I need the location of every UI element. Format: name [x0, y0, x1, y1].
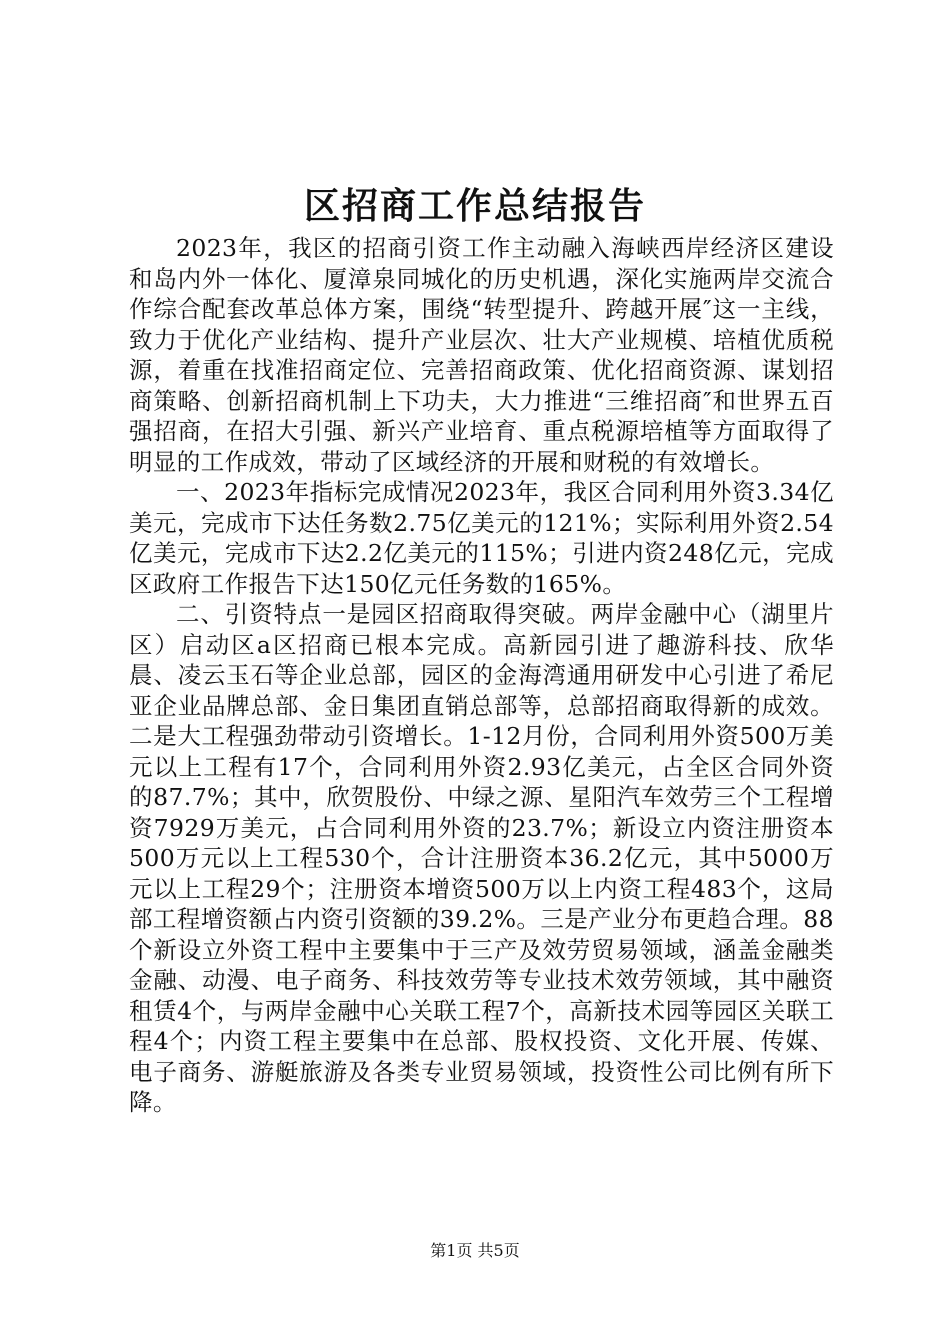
paragraph-intro: 2023年，我区的招商引资工作主动融入海峡西岸经济区建设和岛内外一体化、厦漳泉同城化的历史机遇，深化实施两岸交流合作综合配套改革总体方案，围绕“转型提升、跨越开展″这一主线，致力于优化产业结构、提升产业层次、壮大产业规模、培植优质税源，着重在找准招商定位、完善招商政策、优化招商资源、谋划招商策略、创新招商机制上下功夫，大力推进“三维招商″和世界五百强招商，在招大引强、新兴产业培育、重点税源培植等方面取得了明显的工作成效，带动了区域经济的开展和财税的有效增长。: [129, 234, 834, 476]
document-body: [129, 233, 834, 1118]
page-footer: 第1页 共5页: [430, 1241, 520, 1260]
document-title: 区招商工作总结报告: [303, 185, 646, 227]
paragraph-indicators: 一、2023年指标完成情况2023年，我区合同利用外资3.34亿美元，完成市下达任务数2.75亿美元的121%；实际利用外资2.54亿美元，完成市下达2.2亿美元的115%；引进内资248亿元，完成区政府工作报告下达150亿元任务数的165%。: [129, 478, 834, 598]
paragraph-features: 二、引资特点一是园区招商取得突破。两岸金融中心（湖里片区）启动区a区招商已根本完成。高新园引进了趣游科技、欣华晨、凌云玉石等企业总部，园区的金海湾通用研发中心引进了希尼亚企业品牌总部、金日集团直销总部等，总部招商取得新的成效。二是大工程强劲带动引资增长。1-12月份，合同利用外资500万美元以上工程有17个，合同利用外资2.93亿美元，占全区合同外资的87.7%；其中，欣贺股份、中绿之源、星阳汽车效劳三个工程增资7929万美元，占合同利用外资的23.7%；新设立内资注册资本500万元以上工程530个，合计注册资本36.2亿元，其中5000万元以上工程29个；注册资本增资500万以上内资工程483个，这局部工程增资额占内资引资额的39.2%。三是产业分布更趋合理。88个新设立外资工程中主要集中于三产及效劳贸易领域，涵盖金融类金融、动漫、电子商务、科技效劳等专业技术效劳领域，其中融资租赁4个，与两岸金融中心关联工程7个，高新技术园等园区关联工程4个；内资工程主要集中在总部、股权投资、文化开展、传媒、电子商务、游艇旅游及各类专业贸易领域，投资性公司比例有所下降。: [129, 600, 834, 1116]
